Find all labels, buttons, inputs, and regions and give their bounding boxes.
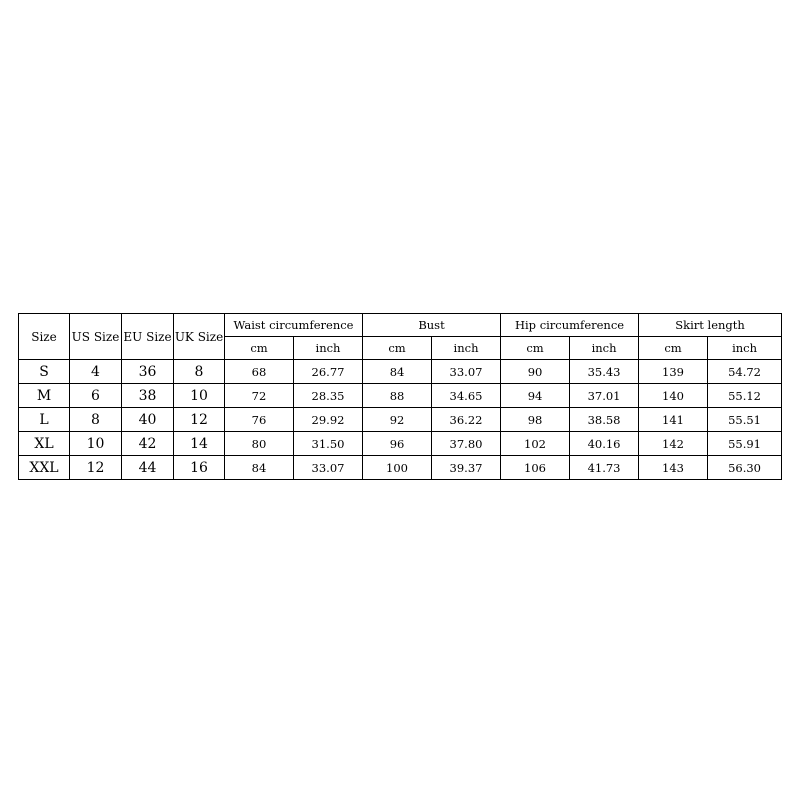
header-eu-size: EU Size: [122, 314, 174, 360]
header-waist: Waist circumference: [225, 314, 363, 337]
unit-cell: inch: [708, 337, 782, 360]
table-cell: 143: [639, 456, 708, 480]
table-row: [19, 384, 782, 408]
size-cell: XXL: [19, 456, 70, 480]
table-cell: 40: [122, 408, 174, 432]
header-uk-size: UK Size: [174, 314, 225, 360]
table-cell: 84: [363, 360, 432, 384]
table-cell: 6: [70, 384, 122, 408]
table-cell: 102: [501, 432, 570, 456]
table-cell: 4: [70, 360, 122, 384]
table-cell: 34.65: [432, 384, 501, 408]
table-row: [19, 456, 782, 480]
table-cell: 98: [501, 408, 570, 432]
header-skirt-length: Skirt length: [639, 314, 782, 337]
table-cell: 10: [174, 384, 225, 408]
table-cell: 72: [225, 384, 294, 408]
table-cell: 37.80: [432, 432, 501, 456]
table-cell: 31.50: [294, 432, 363, 456]
size-cell: M: [19, 384, 70, 408]
table-cell: 41.73: [570, 456, 639, 480]
unit-cell: cm: [363, 337, 432, 360]
table-cell: 92: [363, 408, 432, 432]
table-cell: 12: [174, 408, 225, 432]
table-cell: 42: [122, 432, 174, 456]
unit-cell: cm: [501, 337, 570, 360]
table-cell: 55.91: [708, 432, 782, 456]
table-cell: 55.12: [708, 384, 782, 408]
table-cell: 80: [225, 432, 294, 456]
header-row: [19, 314, 782, 337]
table-cell: 14: [174, 432, 225, 456]
table-cell: 8: [174, 360, 225, 384]
table-cell: 88: [363, 384, 432, 408]
table-body: [19, 360, 782, 480]
table-cell: 100: [363, 456, 432, 480]
size-cell: S: [19, 360, 70, 384]
table-cell: 142: [639, 432, 708, 456]
size-chart-table: [18, 313, 782, 480]
table-cell: 55.51: [708, 408, 782, 432]
header-us-size: US Size: [70, 314, 122, 360]
table-cell: 10: [70, 432, 122, 456]
table-row: [19, 360, 782, 384]
table-cell: 90: [501, 360, 570, 384]
table-cell: 39.37: [432, 456, 501, 480]
header-size: Size: [19, 314, 70, 360]
unit-cell: cm: [639, 337, 708, 360]
table-cell: 96: [363, 432, 432, 456]
table-cell: 33.07: [294, 456, 363, 480]
table-cell: 33.07: [432, 360, 501, 384]
table-cell: 106: [501, 456, 570, 480]
table-cell: 140: [639, 384, 708, 408]
table-cell: 139: [639, 360, 708, 384]
table-cell: 38.58: [570, 408, 639, 432]
table-cell: 84: [225, 456, 294, 480]
table-cell: 16: [174, 456, 225, 480]
table-cell: 38: [122, 384, 174, 408]
table-cell: 28.35: [294, 384, 363, 408]
table-cell: 94: [501, 384, 570, 408]
table-cell: 8: [70, 408, 122, 432]
table-cell: 68: [225, 360, 294, 384]
table-cell: 54.72: [708, 360, 782, 384]
unit-cell: inch: [432, 337, 501, 360]
table-row: [19, 408, 782, 432]
size-cell: L: [19, 408, 70, 432]
table-row: [19, 432, 782, 456]
unit-cell: inch: [294, 337, 363, 360]
table-cell: 37.01: [570, 384, 639, 408]
table-cell: 56.30: [708, 456, 782, 480]
table-cell: 36: [122, 360, 174, 384]
table-cell: 141: [639, 408, 708, 432]
table-cell: 35.43: [570, 360, 639, 384]
table-cell: 29.92: [294, 408, 363, 432]
unit-cell: inch: [570, 337, 639, 360]
table-cell: 36.22: [432, 408, 501, 432]
table-cell: 40.16: [570, 432, 639, 456]
size-cell: XL: [19, 432, 70, 456]
table-cell: 76: [225, 408, 294, 432]
header-bust: Bust: [363, 314, 501, 337]
unit-cell: cm: [225, 337, 294, 360]
table-cell: 12: [70, 456, 122, 480]
header-hip: Hip circumference: [501, 314, 639, 337]
table-cell: 44: [122, 456, 174, 480]
table-cell: 26.77: [294, 360, 363, 384]
